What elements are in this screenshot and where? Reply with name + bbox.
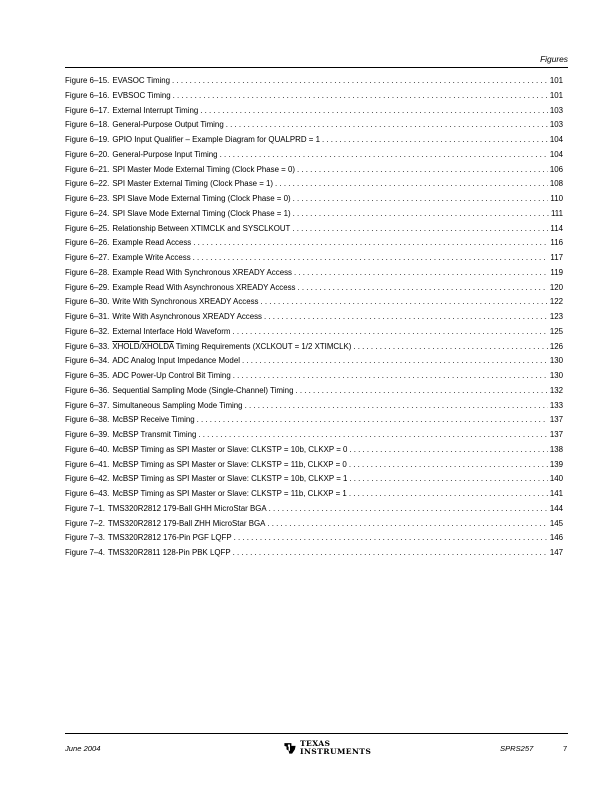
page-number: 125 [549,326,563,336]
toc-entry[interactable] [65,428,563,443]
page-number: 139 [549,459,563,469]
page-number: 114 [550,223,563,233]
figure-label: Figure 6–38. [65,415,110,425]
dot-leader [220,148,548,163]
page-number: 106 [549,164,563,174]
figure-label: Figure 6–33. [65,341,110,351]
figure-title: Simultaneous Sampling Mode Timing [112,400,243,410]
figure-title: EVASOC Timing [112,76,171,85]
figure-label: Figure 6–40. [65,444,110,454]
toc-entry[interactable] [65,74,563,89]
figure-label: Figure 6–28. [65,267,110,277]
dot-leader [294,266,548,281]
toc-entry[interactable] [65,517,563,532]
toc-entry[interactable] [65,192,563,207]
figure-title: Example Read Access [112,238,192,248]
figure-title: McBSP Timing as SPI Master or Slave: CLKSTP = 10b, CLKXP = 0 [112,444,348,454]
figure-title: McBSP Transmit Timing [112,430,197,439]
toc-entry[interactable] [65,325,563,340]
toc-entry[interactable] [65,236,563,251]
dot-leader [232,325,547,340]
page-number: 101 [549,76,563,85]
toc-entry[interactable] [65,281,563,296]
dot-leader [233,369,548,384]
page-number: 132 [549,385,563,395]
page-number: 103 [549,105,563,115]
figure-label: Figure 6–19. [65,135,110,144]
figure-title: EVBSOC Timing [112,90,171,100]
toc-entry[interactable] [65,443,563,458]
page-number: 117 [550,253,563,262]
toc-entry[interactable] [65,502,563,517]
figure-label: Figure 6–25. [65,223,110,233]
page-number: 147 [549,548,563,557]
footer-rule [65,733,568,734]
dot-leader [264,310,548,325]
figure-title: External Interface Hold Waveform [112,326,231,336]
page-number: 141 [549,489,563,498]
footer-date: June 2004 [65,744,101,753]
toc-entry[interactable] [65,354,563,369]
dot-leader [267,517,547,532]
toc-entry[interactable] [65,104,563,119]
dot-leader [275,177,548,192]
overlined-signal-xholda: XHOLDA [141,341,174,351]
figure-title: Example Read With Asynchronous XREADY Access [112,282,296,292]
figure-title: General-Purpose Input Timing [112,149,218,159]
page-number: 133 [549,400,563,410]
figure-title: McBSP Timing as SPI Master or Slave: CLKSTP = 11b, CLKXP = 0 [112,459,347,469]
figure-label: Figure 6–21. [65,164,110,174]
figure-label: Figure 6–23. [65,194,110,203]
dot-leader [193,236,548,251]
dot-leader [234,531,548,546]
page-number: 111 [551,208,563,218]
figure-title: ADC Power-Up Control Bit Timing [112,371,231,380]
figure-title: TMS320R2812 176-Pin PGF LQFP [107,533,232,543]
figure-label: Figure 6–34. [65,356,110,366]
figure-label: Figure 6–37. [65,400,110,410]
figure-label: Figure 6–30. [65,297,110,307]
dot-leader [295,384,547,399]
page-number: 126 [549,341,563,351]
page-number: 103 [549,120,563,130]
figure-label: Figure 6–18. [65,120,110,130]
figure-label: Figure 6–43. [65,489,110,498]
logo-line-1: TEXAS [300,739,331,748]
toc-entry[interactable] [65,472,563,487]
page-number: 122 [549,297,563,307]
page-number: 104 [549,135,563,144]
toc-entry[interactable] [65,531,563,546]
footer-doc-id: SPRS257 [500,744,534,753]
toc-entry[interactable] [65,399,563,414]
figure-title: Write With Synchronous XREADY Access [112,297,259,307]
dot-leader [293,207,549,222]
toc-entry[interactable] [65,458,563,473]
figure-label: Figure 7–3. [65,533,105,543]
overlined-signal-xhold: XHOLD [112,341,140,351]
figure-title: Sequential Sampling Mode (Single-Channel) Timing [112,385,294,395]
toc-entry[interactable] [65,177,563,192]
toc-entry[interactable] [65,133,563,148]
toc-entry[interactable] [65,266,563,281]
page-number: 123 [549,312,563,321]
dot-leader [261,295,548,310]
figure-label: Figure 6–36. [65,385,110,395]
figure-title: SPI Slave Mode External Timing (Clock Phase = 1) [112,208,291,218]
logo-line-2: INSTRUMENTS [300,747,372,756]
dot-leader [173,89,548,104]
figure-label: Figure 7–1. [65,503,105,513]
page-header-title: Figures [540,54,568,64]
page-number: 119 [550,267,563,277]
page-number: 137 [549,415,563,425]
toc-entry[interactable] [65,222,563,237]
toc-entry[interactable] [65,340,563,355]
figure-label: Figure 6–24. [65,208,110,218]
figure-title: SPI Master External Timing (Clock Phase = 1) [112,179,274,189]
figure-title: Example Write Access [112,253,191,262]
dot-leader [197,413,548,428]
figure-label: Figure 6–39. [65,430,110,439]
dot-leader [353,340,547,355]
page-number: 116 [550,238,563,248]
figure-title: External Interrupt Timing [112,105,199,115]
figure-title: TMS320R2811 128-Pin PBK LQFP [107,548,231,557]
figure-title: Write With Asynchronous XREADY Access [112,312,262,321]
footer-page-number: 7 [563,744,568,753]
figure-label: Figure 6–42. [65,474,110,484]
figure-title: Example Read With Synchronous XREADY Access [112,267,292,277]
dot-leader [349,472,547,487]
figure-title: McBSP Timing as SPI Master or Slave: CLKSTP = 10b, CLKXP = 1 [112,474,348,484]
toc-entry[interactable] [65,487,563,502]
toc-entry[interactable] [65,89,563,104]
dot-leader [349,458,548,473]
page-number: 101 [549,90,563,100]
figure-title [112,340,351,355]
figure-label: Figure 6–22. [65,179,110,189]
figure-title: McBSP Receive Timing [112,415,195,425]
toc-entry[interactable] [65,148,563,163]
dot-leader [293,192,549,207]
toc-entry[interactable] [65,369,563,384]
figure-title: TMS320R2812 179-Ball ZHH MicroStar BGA [107,518,266,528]
list-of-figures [65,74,563,561]
dot-leader [172,74,548,89]
figure-label: Figure 6–29. [65,282,110,292]
page-number: 140 [549,474,563,484]
toc-entry[interactable] [65,295,563,310]
toc-entry[interactable] [65,163,563,178]
dot-leader [292,222,548,237]
texas-instruments-logo [283,740,371,756]
figure-title: Relationship Between XTIMCLK and SYSCLKOUT [112,223,291,233]
figure-title: ADC Analog Input Impedance Model [112,356,240,366]
signal-separator: / [139,341,142,351]
dot-leader [297,163,548,178]
figure-title: SPI Master Mode External Timing (Clock Phase = 0) [112,164,295,174]
header-rule [65,67,568,68]
page-number: 120 [549,282,563,292]
figure-label: Figure 6–32. [65,326,110,336]
page-number: 104 [549,149,563,159]
page-number: 110 [550,194,563,203]
figure-title: McBSP Timing as SPI Master or Slave: CLKSTP = 11b, CLKXP = 1 [112,489,347,498]
dot-leader [298,281,548,296]
dot-leader [349,487,548,502]
dot-leader [193,251,549,266]
figure-title: SPI Slave Mode External Timing (Clock Phase = 0) [112,194,291,203]
dot-leader [198,428,547,443]
page-number: 138 [549,444,563,454]
toc-entry[interactable] [65,118,563,133]
figure-label: Figure 6–17. [65,105,110,115]
figure-label: Figure 6–16. [65,90,110,100]
toc-entry[interactable] [65,310,563,325]
toc-entry[interactable] [65,384,563,399]
figure-label: Figure 6–31. [65,312,110,321]
dot-leader [269,502,548,517]
toc-entry[interactable] [65,546,563,561]
dot-leader [233,546,548,561]
dot-leader [200,104,548,119]
figure-label: Figure 7–4. [65,548,105,557]
page-number: 145 [549,518,563,528]
toc-entry[interactable] [65,207,563,222]
page-number: 130 [549,371,563,380]
figure-label: Figure 7–2. [65,518,105,528]
figure-title: General-Purpose Output Timing [112,120,224,130]
dot-leader [242,354,548,369]
toc-entry[interactable] [65,251,563,266]
page-number: 130 [549,356,563,366]
page-number: 144 [549,503,563,513]
dot-leader [349,443,547,458]
dot-leader [226,118,548,133]
figure-label: Figure 6–27. [65,253,110,262]
toc-entry[interactable] [65,413,563,428]
figure-title: TMS320R2812 179-Ball GHH MicroStar BGA [107,503,267,513]
dot-leader [245,399,548,414]
figure-label: Figure 6–20. [65,149,110,159]
page-number: 108 [549,179,563,189]
page-number: 146 [549,533,563,543]
page-number: 137 [549,430,563,439]
figure-title: GPIO Input Qualifier – Example Diagram for QUALPRD = 1 [112,135,320,144]
figure-label: Figure 6–41. [65,459,110,469]
ti-logo-icon [283,741,297,755]
dot-leader [322,133,548,148]
figure-label: Figure 6–26. [65,238,110,248]
figure-title-rest: Timing Requirements (XCLKOUT = 1/2 XTIMCLK) [173,341,352,351]
figure-label: Figure 6–35. [65,371,110,380]
figure-label: Figure 6–15. [65,76,110,85]
